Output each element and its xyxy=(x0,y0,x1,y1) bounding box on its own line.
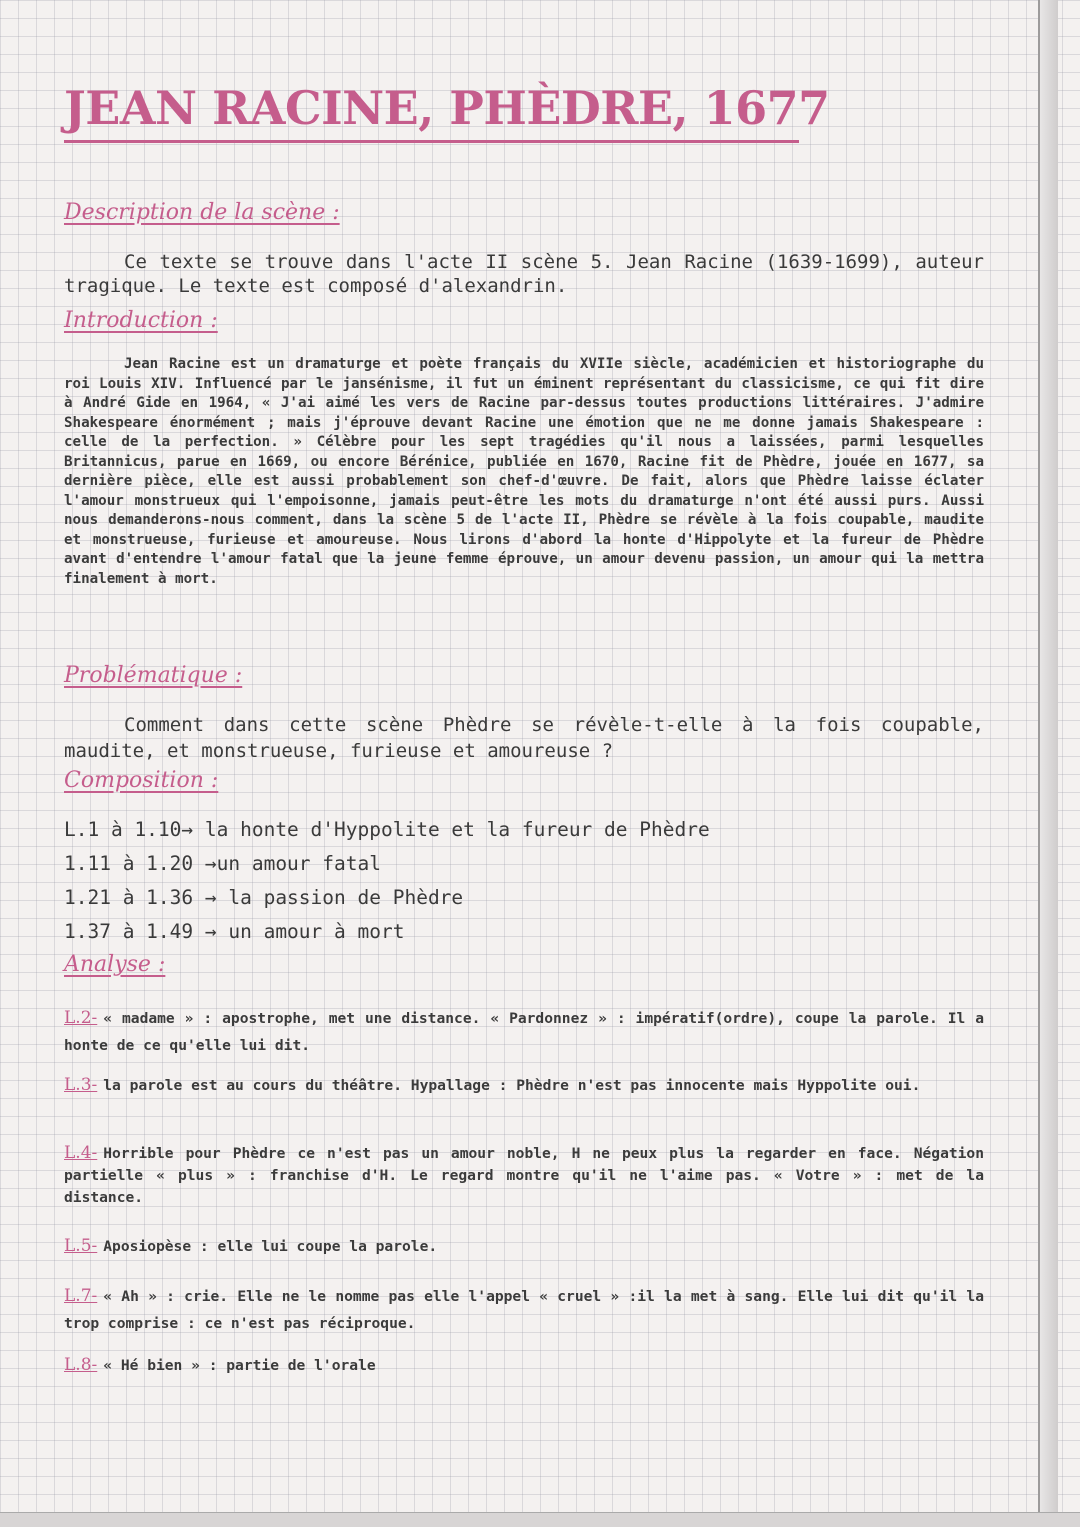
line-reference: L.7- xyxy=(64,1286,98,1306)
analyse-item xyxy=(64,1233,984,1260)
page-title: JEAN RACINE, PHÈDRE, 1677 xyxy=(64,78,799,143)
composition-item: 1.21 à 1.36 → la passion de Phèdre xyxy=(64,886,464,909)
composition-item: 1.37 à 1.49 → un amour à mort xyxy=(64,920,405,943)
analyse-text: Horrible pour Phèdre ce n'est pas un amour noble, H ne peux plus la regarder en face. Négation partielle « plus » : franchise d'H. Le regard montre qu'il ne l'aime pas. « Votre » : met de la distance. xyxy=(64,1145,984,1206)
analyse-item xyxy=(64,1005,984,1059)
analyse-text: Aposiopèse : elle lui coupe la parole. xyxy=(103,1238,438,1255)
line-reference: L.4- xyxy=(64,1143,98,1163)
introduction-text: Jean Racine est un dramaturge et poète français du XVIIe siècle, académicien et historiographe du roi Louis XIV. Influencé par le jansénisme, il fut un éminent représentant du classicisme, ce qui fit dire à André Gide en 1964, « J'ai aimé les vers de Racine par-dessus toutes productions littéraires. J'admire Shakespeare énormément ; mais j'éprouve devant Racine une émotion que ne me donne jamais Shakespeare : celle de la perfection. » Célèbre pour les sept tragédies qu'il nous a laissées, parmi lesquelles Britannicus, parue en 1669, ou encore Bérénice, publiée en 1670, Racine fit de Phèdre, jouée en 1677, sa dernière pièce, elle est aussi probablement son chef-d'œuvre. De fait, alors que Phèdre laisse éclater l'amour monstrueux qui l'empoisonne, jamais peut-être les mots du dramaturge n'ont été aussi purs. Aussi nous demanderons-nous comment, dans la scène 5 de l'acte II, Phèdre se révèle à la fois coupable, maudite et monstrueuse, furieuse et amoureuse. Nous lirons d'abord la honte d'Hippolyte et la fureur de Phèdre avant d'entendre l'amour fatal que la jeune femme éprouve, un amour devenu passion, un amour qui la mettra finalement à mort. xyxy=(64,356,984,587)
analyse-text: « madame » : apostrophe, met une distance. « Pardonnez » : impératif(ordre), coupe la parole. Il a honte de ce qu'elle lui dit. xyxy=(64,1010,984,1054)
line-reference: L.2- xyxy=(64,1008,98,1028)
analyse-item xyxy=(64,1283,984,1337)
composition-item: 1.11 à 1.20 →un amour fatal xyxy=(64,852,381,875)
analyse-text: « Hé bien » : partie de l'orale xyxy=(103,1357,376,1374)
description-text: Ce texte se trouve dans l'acte II scène 5. Jean Racine (1639-1699), auteur tragique. Le texte est composé d'alexandrin. xyxy=(64,251,984,297)
composition-item: L.1 à 1.10→ la honte d'Hyppolite et la fureur de Phèdre xyxy=(64,818,710,841)
analyse-item xyxy=(64,1072,984,1099)
line-reference: L.8- xyxy=(64,1355,98,1375)
heading-introduction: Introduction : xyxy=(64,308,218,333)
analyse-item xyxy=(64,1142,984,1209)
analyse-text: « Ah » : crie. Elle ne le nomme pas elle l'appel « cruel » :il la met à sang. Elle lui dit qu'il la trop comprise : ce n'est pas réciproque. xyxy=(64,1288,984,1332)
heading-description: Description de la scène : xyxy=(64,200,340,225)
heading-problematique: Problématique : xyxy=(64,663,243,688)
page-bottom-edge xyxy=(0,1512,1080,1527)
heading-composition: Composition : xyxy=(64,768,219,793)
page-edge xyxy=(1038,0,1058,1527)
heading-analyse: Analyse : xyxy=(64,952,166,977)
problematique-text: Comment dans cette scène Phèdre se révèle-t-elle à la fois coupable, maudite, et monstrueuse, furieuse et amoureuse ? xyxy=(64,714,984,762)
line-reference: L.3- xyxy=(64,1075,98,1095)
line-reference: L.5- xyxy=(64,1236,98,1256)
analyse-item xyxy=(64,1352,984,1379)
analyse-text: la parole est au cours du théâtre. Hypallage : Phèdre n'est pas innocente mais Hyppolite oui. xyxy=(103,1077,921,1094)
